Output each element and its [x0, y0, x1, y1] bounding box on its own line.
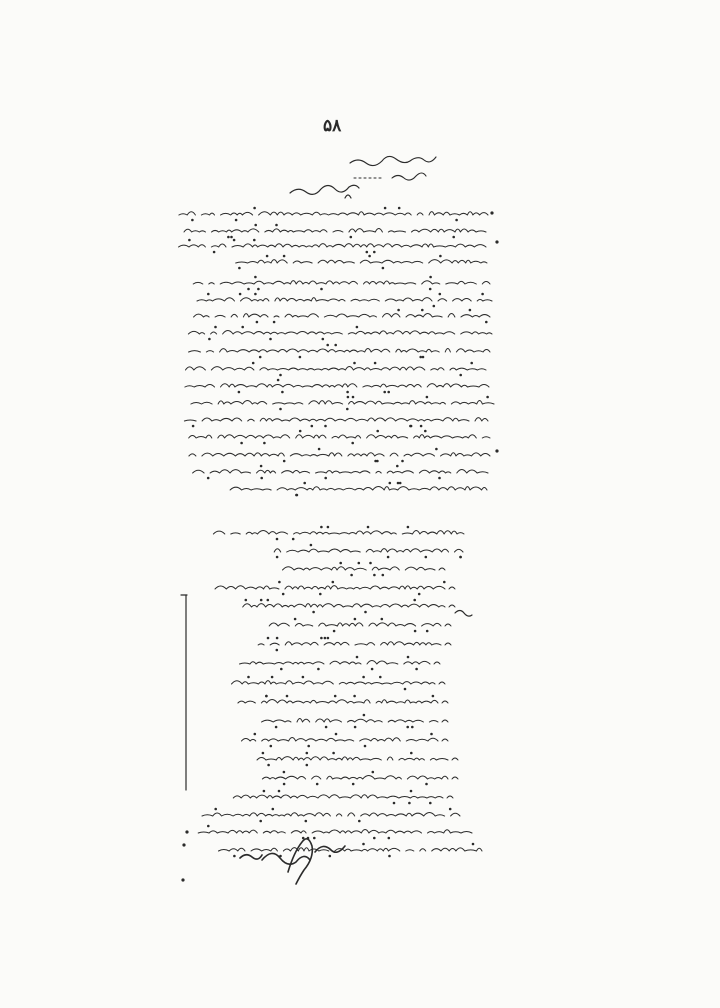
handwritten-line	[179, 212, 488, 215]
diacritic-dot	[430, 802, 432, 804]
handwritten-line	[188, 331, 492, 335]
diacritic-dot	[347, 408, 349, 410]
diacritic-dot	[260, 465, 262, 467]
diacritic-dot	[231, 236, 233, 238]
list-item-marker	[434, 662, 440, 664]
diacritic-dot	[325, 726, 327, 728]
handwritten-line	[189, 349, 490, 352]
diacritic-dot	[409, 802, 411, 804]
diacritic-dot	[292, 538, 294, 540]
diacritic-dot	[354, 695, 356, 697]
handwritten-line	[230, 487, 487, 490]
diacritic-dot	[429, 288, 431, 290]
diacritic-dot	[266, 255, 268, 257]
handwritten-line	[191, 401, 494, 404]
diacritic-dot	[228, 236, 230, 238]
diacritic-dot	[275, 726, 277, 728]
diacritic-dot	[324, 637, 326, 639]
diacritic-dot	[426, 783, 428, 785]
diacritic-dot	[322, 338, 324, 340]
diacritic-dot	[252, 362, 254, 364]
diacritic-dot	[389, 855, 391, 857]
list-item-marker	[439, 568, 445, 570]
diacritic-dot	[384, 391, 386, 393]
diacritic-dot	[384, 207, 386, 209]
diacritic-dot	[255, 293, 257, 295]
handwritten-line	[233, 795, 443, 798]
diacritic-dot	[258, 288, 260, 290]
diacritic-dot	[208, 825, 210, 827]
diacritic-dot	[439, 477, 441, 479]
diacritic-dot	[404, 688, 406, 690]
diacritic-dot	[425, 430, 427, 432]
diacritic-dot	[278, 790, 280, 792]
handwritten-line	[241, 738, 438, 741]
diacritic-dot	[254, 239, 256, 241]
diacritic-dot	[430, 276, 432, 278]
diacritic-dot	[410, 790, 412, 792]
handwritten-line	[215, 586, 445, 589]
handwritten-line	[238, 700, 438, 703]
diacritic-dot	[399, 482, 401, 484]
diacritic-dot	[276, 224, 278, 226]
diacritic-dot	[238, 391, 240, 393]
diacritic-dot	[407, 726, 409, 728]
header-note	[350, 156, 436, 180]
diacritic-dot	[276, 538, 278, 540]
diacritic-dot	[313, 611, 315, 613]
diacritic-dot	[486, 321, 488, 323]
margin-markers	[181, 212, 498, 881]
handwritten-line	[243, 604, 445, 607]
diacritic-dot	[271, 676, 273, 678]
diacritic-dot	[259, 356, 261, 358]
handwritten-line	[189, 435, 490, 438]
diacritic-dot	[235, 219, 237, 221]
diacritic-dot	[314, 837, 316, 839]
diacritic-dot	[306, 752, 308, 754]
diacritic-dot	[280, 855, 282, 857]
list-item-marker	[442, 739, 448, 741]
handwritten-line	[213, 531, 464, 535]
diacritic-dot	[444, 581, 446, 583]
diacritic-dot	[279, 581, 281, 583]
handwritten-line	[197, 298, 492, 301]
diacritic-dot	[456, 219, 458, 221]
diacritic-dot	[302, 837, 304, 839]
list-item-marker	[442, 720, 448, 722]
diacritic-dot	[366, 251, 368, 253]
diacritic-dot	[239, 293, 241, 295]
diacritic-dot	[374, 251, 376, 253]
diacritic-dot	[407, 526, 409, 528]
diacritic-dot	[398, 309, 400, 311]
diacritic-dot	[327, 344, 329, 346]
diacritic-dot	[422, 309, 424, 311]
diacritic-dot	[320, 593, 322, 595]
handwritten-line	[189, 453, 490, 456]
diacritic-dot	[372, 771, 374, 773]
diacritic-dot	[347, 396, 349, 398]
diacritic-dot	[352, 783, 354, 785]
diacritic-dot	[347, 391, 349, 393]
diacritic-dot	[310, 544, 312, 546]
diacritic-dot	[318, 448, 320, 450]
diacritic-dot	[420, 425, 422, 427]
diacritic-dot	[356, 656, 358, 658]
diacritic-dot	[327, 637, 329, 639]
diacritic-dot	[431, 733, 433, 735]
diacritic-dot	[318, 668, 320, 670]
diacritic-dot	[369, 255, 371, 257]
diacritic-dot	[286, 695, 288, 697]
diacritic-dot	[280, 408, 282, 410]
diacritic-dot	[393, 802, 395, 804]
diacritic-dot	[308, 745, 310, 747]
diacritic-dot	[453, 236, 455, 238]
diacritic-dot	[460, 374, 462, 376]
salutation	[290, 185, 359, 198]
diacritic-dot	[411, 752, 413, 754]
diacritic-dot	[273, 321, 275, 323]
diacritic-dot	[304, 482, 306, 484]
diacritic-dot	[389, 482, 391, 484]
handwritten-line	[184, 418, 488, 421]
diacritic-dot	[398, 207, 400, 209]
diacritic-dot	[333, 752, 335, 754]
handwritten-line	[232, 681, 436, 684]
diacritic-dot	[192, 425, 194, 427]
diacritic-dot	[270, 338, 272, 340]
diacritic-dot	[215, 326, 217, 328]
diacritic-dot	[260, 820, 262, 822]
diacritic-dot	[387, 556, 389, 558]
handwritten-line	[193, 470, 488, 474]
list-item-marker	[452, 758, 458, 760]
diacritic-dot	[420, 356, 422, 358]
diacritic-dot	[416, 668, 418, 670]
handwritten-line	[184, 229, 486, 232]
diacritic-dot	[351, 574, 353, 576]
page-number: ۵۸	[323, 116, 342, 136]
diacritic-dot	[283, 783, 285, 785]
diacritic-dot	[283, 460, 285, 462]
diacritic-dot	[209, 338, 211, 340]
diacritic-dot	[356, 326, 358, 328]
diacritic-dot	[414, 630, 416, 632]
diacritic-dot	[296, 494, 298, 496]
diacritic-dot	[402, 460, 404, 462]
diacritic-dot	[277, 379, 279, 381]
diacritic-dot	[410, 425, 412, 427]
handwritten-line	[236, 260, 487, 263]
diacritic-dot	[407, 656, 409, 658]
diacritic-dot	[254, 207, 256, 209]
diacritic-dot	[255, 224, 257, 226]
diacritic-dot	[487, 396, 489, 398]
diacritic-dot	[260, 599, 262, 601]
handwritten-line	[240, 661, 430, 664]
diacritic-dot	[311, 425, 313, 427]
list-item-marker	[439, 682, 445, 684]
diacritic-dot	[234, 855, 236, 857]
diacritic-dot	[412, 726, 414, 728]
diacritic-dot	[471, 362, 473, 364]
handwritten-line	[261, 719, 438, 722]
handwritten-line	[219, 848, 482, 851]
list-item-marker	[449, 605, 455, 607]
handwritten-line	[198, 830, 472, 833]
diacritic-dot	[332, 581, 334, 583]
diacritic-dot	[440, 255, 442, 257]
list-item-marker	[445, 643, 451, 645]
signature	[240, 839, 345, 884]
diacritic-dot	[248, 676, 250, 678]
diacritic-dot	[426, 396, 428, 398]
diacritic-dot	[263, 790, 265, 792]
diacritic-dot	[371, 668, 373, 670]
diacritic-dot	[294, 618, 296, 620]
handwritten-line	[178, 244, 486, 247]
diacritic-dot	[352, 396, 354, 398]
diacritic-dot	[425, 556, 427, 558]
diacritic-dot	[242, 326, 244, 328]
list-item-marker	[447, 796, 453, 798]
diacritic-dot	[422, 356, 424, 358]
diacritic-dot	[374, 837, 376, 839]
diacritic-dot	[281, 668, 283, 670]
diacritic-dot	[333, 630, 335, 632]
diacritic-dot	[375, 460, 377, 462]
diacritic-dot	[192, 219, 194, 221]
diacritic-dot	[283, 255, 285, 257]
diacritic-dot	[388, 391, 390, 393]
diacritic-dot	[306, 764, 308, 766]
diacritic-dot	[327, 526, 329, 528]
paragraph-handwriting	[178, 207, 494, 857]
diacritic-dot	[270, 745, 272, 747]
diacritic-dot	[239, 267, 241, 269]
diacritic-dot	[321, 637, 323, 639]
diacritic-dot	[325, 477, 327, 479]
diacritic-dot	[367, 526, 369, 528]
diacritic-dot	[374, 362, 376, 364]
diacritic-dot	[305, 820, 307, 822]
diacritic-dot	[299, 430, 301, 432]
diacritic-dot	[436, 448, 438, 450]
diacritic-dot	[472, 843, 474, 845]
diacritic-dot	[359, 820, 361, 822]
handwritten-line	[186, 367, 487, 370]
diacritic-dot	[363, 843, 365, 845]
diacritic-dot	[261, 477, 263, 479]
diacritic-dot	[370, 562, 372, 564]
diacritic-dot	[282, 593, 284, 595]
diacritic-dot	[469, 309, 471, 311]
diacritic-dot	[382, 267, 384, 269]
diacritic-dot	[321, 288, 323, 290]
handwritten-line	[202, 813, 460, 816]
diacritic-dot	[316, 783, 318, 785]
diacritic-dot	[352, 442, 354, 444]
diacritic-dot	[335, 733, 337, 735]
handwritten-line	[257, 757, 448, 760]
diacritic-dot	[358, 562, 360, 564]
diacritic-dot	[381, 618, 383, 620]
diacritic-dot	[325, 425, 327, 427]
diacritic-dot	[302, 676, 304, 678]
diacritic-dot	[267, 637, 269, 639]
handwritten-line	[194, 314, 490, 318]
diacritic-dot	[482, 293, 484, 295]
diacritic-dot	[272, 808, 274, 810]
diacritic-dot	[248, 288, 250, 290]
diacritic-dot	[241, 442, 243, 444]
diacritic-dot	[354, 618, 356, 620]
diacritic-dot	[340, 562, 342, 564]
list-item-marker	[445, 624, 451, 626]
diacritic-dot	[439, 293, 441, 295]
diacritic-dot	[213, 251, 215, 253]
diacritic-dot	[335, 344, 337, 346]
diacritic-dot	[364, 745, 366, 747]
diacritic-dot	[414, 599, 416, 601]
diacritic-dot	[432, 695, 434, 697]
handwritten-line	[262, 776, 448, 779]
handwritten-line	[193, 281, 490, 284]
diacritic-dot	[433, 305, 435, 307]
list-item-marker	[442, 701, 448, 703]
handwritten-line	[185, 384, 489, 387]
handwritten-line	[258, 642, 441, 645]
diacritic-dot	[276, 649, 278, 651]
diacritic-dot	[280, 374, 282, 376]
diacritic-dot	[299, 356, 301, 358]
handwritten-line	[274, 549, 463, 552]
diacritic-dot	[276, 556, 278, 558]
diacritic-dot	[276, 637, 278, 639]
diacritic-dot	[283, 771, 285, 773]
list-item-marker	[449, 587, 455, 589]
diacritic-dot	[262, 752, 264, 754]
diacritic-dot	[267, 599, 269, 601]
diacritic-dot	[354, 362, 356, 364]
diacritic-dot	[282, 391, 284, 393]
diacritic-dot	[245, 599, 247, 601]
diacritic-dot	[266, 695, 268, 697]
handwritten-line	[269, 623, 441, 626]
diacritic-dot	[365, 611, 367, 613]
diacritic-dot	[388, 837, 390, 839]
diacritic-dot	[321, 526, 323, 528]
diacritic-dot	[255, 276, 257, 278]
diacritic-dot	[363, 714, 365, 716]
diacritic-dot	[208, 293, 210, 295]
diacritic-dot	[189, 239, 191, 241]
diacritic-dot	[363, 676, 365, 678]
diacritic-dot	[264, 442, 266, 444]
diacritic-dot	[397, 482, 399, 484]
diacritic-dot	[350, 236, 352, 238]
diacritic-dot	[380, 676, 382, 678]
diacritic-dot	[254, 733, 256, 735]
diacritic-dot	[460, 556, 462, 558]
diacritic-dot	[215, 808, 217, 810]
diacritic-dot	[426, 630, 428, 632]
diacritic-dot	[329, 855, 331, 857]
diacritic-dot	[397, 465, 399, 467]
handwritten-line	[283, 567, 435, 570]
diacritic-dot	[233, 239, 235, 241]
list-item-marker	[452, 777, 458, 779]
diacritic-dot	[354, 726, 356, 728]
diacritic-dot	[382, 574, 384, 576]
diacritic-dot	[207, 477, 209, 479]
diacritic-dot	[374, 574, 376, 576]
diacritic-dot	[418, 593, 420, 595]
diacritic-dot	[377, 430, 379, 432]
diacritic-dot	[334, 695, 336, 697]
diacritic-dot	[256, 321, 258, 323]
diacritic-dot	[449, 808, 451, 810]
diacritic-dot	[268, 764, 270, 766]
